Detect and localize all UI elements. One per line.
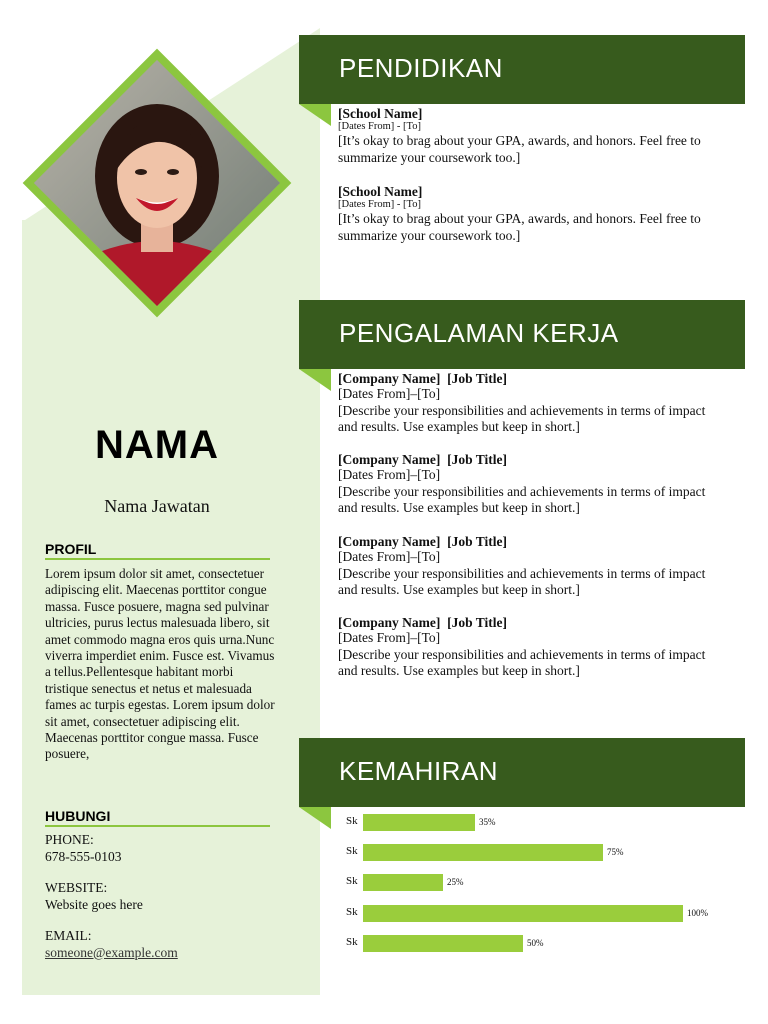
website-label: WEBSITE: (45, 880, 108, 895)
company-name: [Company Name] (338, 615, 441, 630)
skill-label: Sk (346, 875, 358, 888)
profil-text: Lorem ipsum dolor sit amet, consectetuer adipiscing elit. Maecenas porttitor congue massa. Fusce posuere, magna sed pulvinar ultricies, purus lectus malesuada libero, sit amet commodo magna eros quis urna.Nunc viverra imperdiet enim. Fusce est. Vivamus a tellus.Pellentesque habitant morbi tristique senectus et netus et malesuada fames ac turpis egestas. Lorem ipsum dolor sit amet, consectetuer adipiscing elit. Maecenas porttitor congue massa. Fusce posuere, (45, 566, 275, 762)
skill-row (346, 872, 746, 902)
school-name: [School Name] (338, 184, 423, 199)
job-title-entry: [Job Title] (447, 371, 508, 386)
skill-percent: 75% (607, 847, 624, 858)
job-dates: [Dates From]–[To] (338, 630, 441, 645)
experience-entry (338, 452, 728, 517)
job-description: [Describe your responsibilities and achievements in terms of impact and results. Use examples but keep in short.] (338, 483, 706, 515)
skill-percent: 35% (479, 817, 496, 827)
skill-label: Sk (346, 845, 358, 858)
job-title: Nama Jawatan (104, 496, 210, 516)
email-link[interactable]: someone@example.com (45, 944, 178, 960)
education-banner-fold (299, 104, 331, 126)
skill-percent: 100% (687, 907, 708, 918)
skill-bar (363, 905, 683, 922)
company-name: [Company Name] (338, 534, 441, 549)
job-title-entry: [Job Title] (447, 534, 508, 549)
skill-label: Sk (346, 815, 358, 827)
job-dates: [Dates From]–[To] (338, 467, 441, 482)
hubungi-heading: HUBUNGI (45, 808, 270, 827)
education-entry (338, 184, 728, 244)
job-description: [Describe your responsibilities and achievements in terms of impact and results. Use examples but keep in short.] (338, 565, 706, 597)
experience-banner-fold (299, 369, 331, 391)
skill-bar (363, 935, 523, 952)
education-heading: PENDIDIKAN (339, 53, 503, 83)
experience-heading: PENGALAMAN KERJA (339, 318, 619, 348)
skills-banner (299, 738, 745, 807)
company-name: [Company Name] (338, 452, 441, 467)
skill-label: Sk (346, 935, 358, 948)
skills-heading: KEMAHIRAN (339, 756, 499, 786)
education-banner (299, 35, 745, 104)
school-description: [It’s okay to brag about your GPA, awards, and honors. Feel free to summarize your coursework too.] (338, 133, 701, 165)
job-dates: [Dates From]–[To] (338, 386, 441, 401)
skills-banner-fold (299, 807, 331, 829)
profil-heading: PROFIL (45, 541, 270, 560)
skill-percent: 25% (447, 877, 464, 888)
skill-label: Sk (346, 905, 358, 918)
education-entry (338, 106, 728, 166)
skill-row (346, 933, 746, 963)
company-name: [Company Name] (338, 371, 441, 386)
skill-row (346, 842, 746, 872)
job-title-entry: [Job Title] (447, 615, 508, 630)
school-description: [It’s okay to brag about your GPA, awards, and honors. Feel free to summarize your coursework too.] (338, 211, 701, 243)
person-name: NAMA (95, 423, 219, 467)
experience-entry (338, 534, 728, 599)
skills-chart (346, 812, 746, 963)
skill-bar (363, 874, 443, 891)
contact-block (45, 832, 275, 961)
website-value: Website goes here (45, 896, 143, 912)
phone-value: 678-555-0103 (45, 848, 122, 864)
skill-bar (363, 814, 475, 831)
email-label: EMAIL: (45, 928, 92, 943)
skill-percent: 50% (527, 937, 544, 948)
experience-banner (299, 300, 745, 369)
phone-label: PHONE: (45, 832, 94, 847)
job-description: [Describe your responsibilities and achievements in terms of impact and results. Use examples but keep in short.] (338, 646, 706, 678)
school-dates: [Dates From] - [To] (338, 199, 421, 210)
experience-entry (338, 615, 728, 680)
school-name: [School Name] (338, 106, 423, 121)
job-title-entry: [Job Title] (447, 452, 508, 467)
skill-row (346, 903, 746, 933)
school-dates: [Dates From] - [To] (338, 121, 421, 132)
experience-entry (338, 371, 728, 436)
job-dates: [Dates From]–[To] (338, 549, 441, 564)
skill-row (346, 812, 746, 842)
job-description: [Describe your responsibilities and achievements in terms of impact and results. Use examples but keep in short.] (338, 402, 706, 434)
skill-bar (363, 844, 603, 861)
